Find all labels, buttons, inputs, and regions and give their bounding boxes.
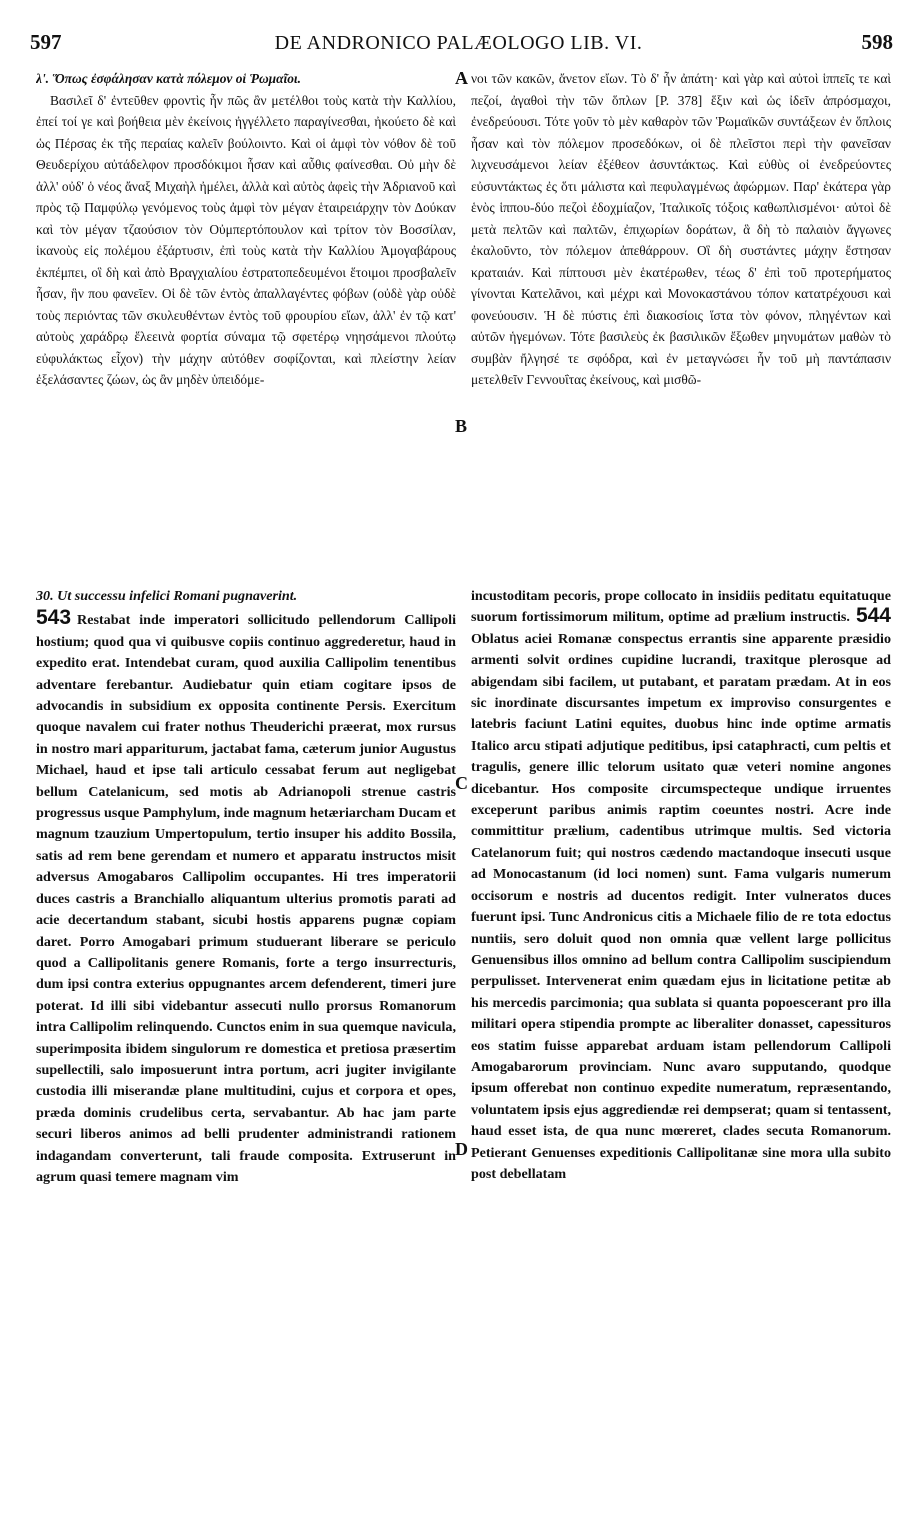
greek-section-heading: λ'. Ὅπως ἐσφάλησαν κατὰ πόλεμον οἱ Ῥωμαῖοι. xyxy=(36,71,301,86)
latin-paragraph-left: Restabat inde imperatori sollicitudo pellendorum Callipoli hostium; quod qua vi quibusve copiis continuo aggrederetur, haud in expedito erat. Intendebat curam, quod auxilia Callipolim tenentibus adventare ferebantur. Audiebatur quin etiam cogitare ipsos de advocandis in subsidium ex opposita continente Persis. Exercitum quoque navalem cui frater nothus Theuderichi præerat, mox rursus in nostro mari appariturum, jactabat fama, cæterum junior Augustus Michael, haud et ipse tali articulo cessabat ferum aut negligebat bellum Catelanicum, sed motis ab Adrianopoli strenue castris progressus usque Pamphylum, inde magnum hetæriarcham Ducam et magnum tzauzium Umpertopulum, tertio insuper his addito Bossila, satis ad rem bene gerendam et numero et apparatu instructos misit adversus Amogabaros Callipolim occupantes. Hi tres imperatorii duces castris a Branchiallo aliquantum ulterius promotis parati ad acie decertandum stabant, sicubi hostis apparens pugnæ copiam daret. Porro Amogabari primum studuerant liberare se periculo quod a Callipolitanis genere Romanis, forte a tergo insurrecturis, dum ipsi contra exterius oppugnantes arcem defenderent, timeri jure poterat. Id illi sibi videbantur assecuti nullo prorsus Romanorum intra Callipolim relinquendo. Cunctos enim in sua quemque navicula, superimposita ibidem singulorum re domestica et pretiosa præsertim supellectili, salo imposuerunt intra portum, acri jugiter invigilante custodia illi miserandæ plane multitudini, cujus et corpora et opes, præda dominis crudelibus certa, servabantur. Ab hac jam parte securi liberos animos ad belli prudenter administrandi rationem indagandam converterunt, tali fraude composita. Extruserunt in agrum quasi temere magnam vim xyxy=(36,612,456,1185)
running-header xyxy=(0,30,917,60)
latin-paragraph-right: militum, optime ad prælium instructis. Oblatus aciei Romanæ conspectus errantis sine apparente præsidio armenti solvit ordines cupidine lucrandi, traxitque plerosque ad abigendam sibi facilem, ut putabant, et paratam prædam. At in eos sic inordinate discursantes impetum ex improviso consurgentes e latebris faciunt Latini equites, duobus hinc inde optime armatis Italico arcu stipati adjutique peditibus, ipsi cataphracti, cum peltis et tragulis, genere illic telorum usitato quæ veteri nomine angones dicebantur. Hos composite circumspecteque undique irruentes exceperunt paribus animis raptim coeuntes nostri. Acre inde committitur prælium, cadentibus utrimque multis. Sed victoria Catelanorum fuit; qui nostros cædendo mactandoque insecuti usque ad Monocastanum (id loci nomen) sunt. Fama vulgaris numerum occisorum e nostris ad ducentos redigit. Inter vulneratos duces fuerunt ipsi. Tunc Andronicus citis a Michaele filio de re tota edoctus nuntiis, sero doluit quod non omnia quæ vellent large pollicitus Genuensibus illos omnino ad bellum contra Callipolim suscipiendum perpulisset. Intervenerat enim quædam ejus in licitatione petitæ ab his mercedis parcimonia; qua sublata si quanta popoescerant pro illa militari opera stipendia prompte ac liberaliter donasset, capessituros eos statim fuisse apparebat arduam istam pellendorum Callipoli Amogabarorum provinciam. Nunc avaro supputando, quodque ipsum offerebat non continuo expedite numeratum, repræsentando, voluntatem ipsis ejus aggrediendæ rei dempserat; quam si tentassent, haud esset ista, de qua nunc mœreret, clades secuta Romanorum. Petierant Genuenses expeditionis Callipolitanæ sine mora ulla subito post debellatam xyxy=(471,609,891,1182)
latin-column-right xyxy=(471,586,891,1466)
latin-paragraph-right-first: incustoditam pecoris, prope collocato in insidiis peditatu equitatuque suorum fortissimorum xyxy=(471,588,891,626)
margin-marker-d: D xyxy=(455,1139,468,1159)
greek-paragraph-right: νοι τῶν κακῶν, ἄνετον εἴων. Τὸ δ' ἦν ἀπάτη· καὶ γὰρ καὶ αὐτοὶ ἱππεῖς τε καὶ πεζοί, ἀγαθοὶ τὴν τῶν ὅπλων [P. 378] ἕξιν καὶ ὡς ἰδεῖν ἀπρόσμαχοι, ἐνεδρεύουσι. Τότε γοῦν τὸ μὲν καθαρὸν τῶν Ῥωμαϊκῶν συντάξεων ἐν ὅπλοις ἦσαν καὶ τὸν πόλεμον προσεδόκων, οἱ δὲ πλεῖστοι περὶ τὴν φανεῖσαν λιχνευσάμενοι λείαν ἐξέθεον ἀσυντάκτως. Καὶ εὐθὺς οἱ ἐνεδρεύοντες εὐσυντάκτως ἐς ὅτι μάλιστα καὶ πεφυλαγμένως ἀφώρμων. Παρ' ἑκάτερα γὰρ ἑνὸς ἱππου-δύο πεζοὶ ἐδοχμίαζον, Ἰταλικοῖς τόξοις καθωπλισμένοι· αὐτοὶ δὲ μετὰ πελτῶν καὶ παλτῶν, ἐπιχωρίων δοράτων, ἃ δὴ τὸ παλαιὸν ἄγγωνες ἐκαλοῦντο, τὸν πόλεμον ἀπεθάρρουν. Οἳ δὴ συστάντες μάχην ἔστησαν κραταιάν. Καὶ πίπτουσι μὲν ἑκατέρωθεν, τέως δ' ἐπὶ τοῦ προτερήματος γίνονται Κατελᾶνοι, καὶ μέχρι καὶ Μονοκαστάνου τόπον κατατρέχουσι καὶ φονεύουσιν. Ἡ δὲ πύστις ἐπὶ διακοσίοις ἵστα τὸν φόνον, πληγέντων καὶ αὐτῶν ἡγεμόνων. Τότε βασιλεὺς ἐκ βασιλικῶν ἔξωθεν μηνυμάτων μαθὼν τὸ συμβὰν ἤλγησέ τε σφόδρα, καὶ ἐν μεταγνώσει ἦν τοῦ μὴ παντάπασιν μετελθεῖν Γεννουΐτας ἐκείνους, καὶ μισθῶ- xyxy=(471,71,891,387)
latin-page-number-right: 544 xyxy=(855,604,891,628)
margin-marker-a: A xyxy=(455,68,468,88)
latin-column-left xyxy=(36,586,456,1466)
latin-section-heading: 30. Ut successu infelici Romani pugnaverint. xyxy=(36,588,298,604)
page-number-left: 597 xyxy=(30,30,62,54)
page-number-right: 598 xyxy=(861,30,893,54)
greek-paragraph-left: Βασιλεῖ δ' ἐντεῦθεν φροντὶς ἦν πῶς ἂν μετέλθοι τοὺς κατὰ τὴν Καλλίου, ἐπεί τοί γε καὶ βοήθεια μὲν ἐκείνοις ἠγγέλλετο παραγίνεσθαι, ἠκούετο δὲ καὶ ὡς Πέρσας ἐκ τῆς περαίας καλεῖν βούλοιντο. Καὶ οἱ ἀμφὶ τὸν νόθον δὲ τοῦ Θευδερίχου αὐτάδελφον προσδόκιμοι ἦσαν καὶ αὖθις φαίνεσθαι. Οὐ μὴν δὲ ἀλλ' οὐδ' ὁ νέος ἄναξ Μιχαὴλ ἠμέλει, ἀλλὰ καὶ αὐτὸς ἀφεὶς τὴν Ἀδριανοῦ καὶ πρὸς τῷ Παμφύλῳ γενόμενος τοὺς ἀμφὶ τὸν μέγαν ἑταιρειάρχην τὸν Δούκαν καὶ τὸν μέγαν τζαούσιον τὸν Οὐμπερτόπουλον καὶ τρίτον τὸν Βοσσίλαν, ἱκανοὺς εἰς πολέμου ἐξάρτυσιν, ἐπὶ τοὺς κατὰ τὴν Καλλίου Ἀμογαβάρους ἐκπέμπει, οἳ δὴ καὶ ἀπὸ Βραγχιαλίου ἐστρατοπεδευμένοι ἕτοιμοι προσβαλεῖν ἦσαν, ἣν που φανεῖεν. Οἱ δὲ τῶν ἐντὸς ἀπαλλαγέντες φόβων (οὐδὲ γὰρ οὐδὲ τοὺς περιόντας τῶν σκυλευθέντων ἐντὸς τοῦ φρουρίου εἴων, ἀλλ' ἐν τῷ κατ' αὐτοὺς χαράδρῳ ἕλεεινὰ φορτία σύναμα τῷ σφετέρῳ νηησάμενοι πλούτῳ εὐφυλάκτως εἶχον) τὴν μάχην αὐτόθεν σοφίζονται, καὶ πλείστην λείαν ἐξελάσαντες ζώων, ὡς ἂν μηδὲν ὑπειδόμε- xyxy=(36,92,456,387)
running-title: DE ANDRONICO PALÆOLOGO LIB. VI. xyxy=(274,32,643,54)
margin-marker-b: B xyxy=(455,416,468,436)
latin-page-number-left: 543 xyxy=(36,606,72,630)
margin-marker-c: C xyxy=(455,773,468,793)
greek-column-right xyxy=(471,68,891,560)
greek-column-left xyxy=(36,68,456,560)
